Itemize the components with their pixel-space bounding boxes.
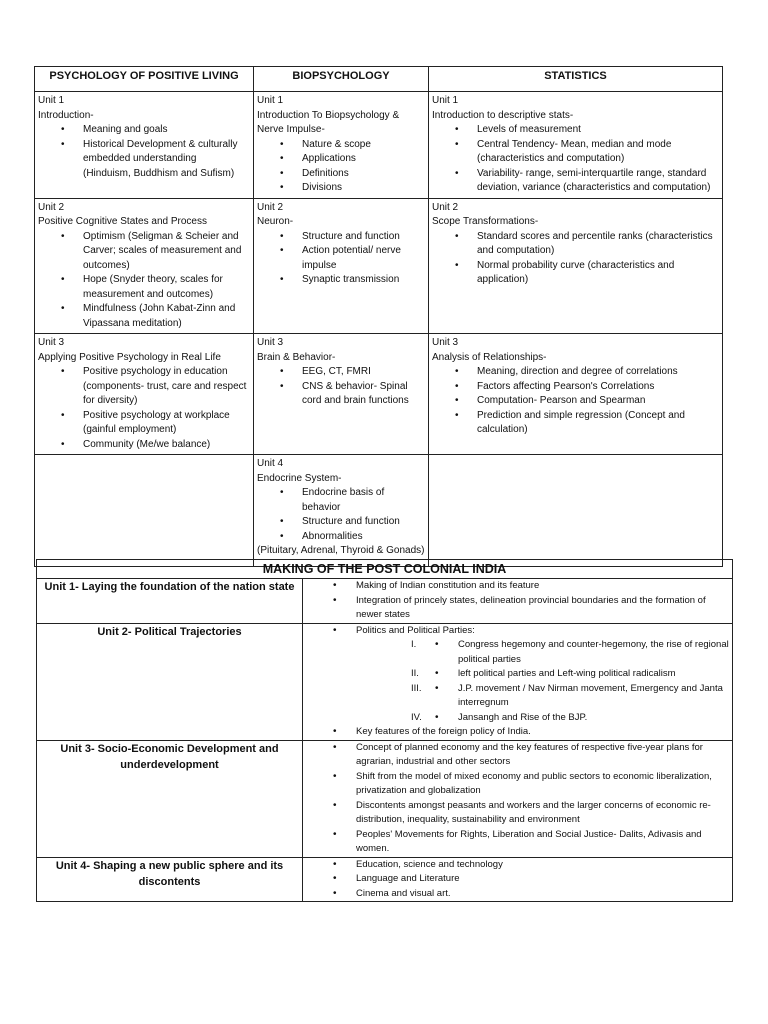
topic-item: • Definitions (302, 167, 425, 182)
unit-label: Unit 1 (257, 95, 284, 106)
topic-item: • Applications (302, 152, 425, 167)
unit-title: Applying Positive Psychology in Real Life (38, 351, 221, 363)
topic-item: • EEG, CT, FMRI (302, 365, 425, 380)
topic-item: • Cinema and visual art. (356, 887, 729, 902)
unit-title: Positive Cognitive States and Process (38, 216, 207, 227)
table-row (35, 334, 723, 455)
topic-item: • Positive psychology in education (components- trust, care and respect for diversity) (83, 365, 250, 409)
column-header: PSYCHOLOGY OF POSITIVE LIVING (35, 67, 254, 92)
topic-item: • Making of Indian constitution and its feature (356, 579, 729, 594)
topic-item: • Community (Me/we balance) (83, 438, 250, 453)
topic-item: • Structure and function (302, 515, 425, 530)
topic-item: • Abnormalities (302, 530, 425, 545)
topic-item: • Nature & scope (302, 138, 425, 153)
table-row (37, 740, 733, 857)
unit-label: Unit 2 (432, 201, 459, 213)
unit-heading: Unit 3- Socio-Economic Development and underdevelopment (60, 742, 279, 771)
sub-topic-item: • Jansangh and Rise of the BJP. IV. (458, 711, 729, 726)
unit-label: Unit 3 (38, 337, 65, 348)
unit-label: Unit 2 (38, 201, 65, 213)
unit-label: Unit 1 (38, 95, 65, 106)
topics-cell (303, 579, 733, 624)
table-row (35, 92, 723, 199)
topic-item: • Meaning, direction and degree of correlations (477, 365, 719, 380)
syllabus-cell (429, 334, 723, 455)
topic-list (306, 624, 729, 740)
unit-heading: Unit 2- Political Trajectories (97, 625, 242, 638)
unit-note: (Pituitary, Adrenal, Thyroid & Gonads) (257, 545, 425, 556)
syllabus-cell (35, 455, 254, 567)
topic-list (432, 365, 719, 438)
topic-item: • Peoples' Movements for Rights, Liberation and Social Justice- Dalits, Adivasis and women. (356, 828, 729, 857)
column-header: BIOPSYCHOLOGY (254, 67, 429, 92)
unit-heading-cell (37, 623, 303, 740)
syllabus-cell (429, 92, 723, 199)
topics-cell (303, 623, 733, 740)
syllabus-cell (254, 198, 429, 334)
topic-item: • Central Tendency- Mean, median and mode (characteristics and computation) (477, 138, 719, 167)
syllabus-cell (35, 198, 254, 334)
topic-item: • Standard scores and percentile ranks (characteristics and computation) (477, 230, 719, 259)
sub-topic-item: • Congress hegemony and counter-hegemony, the rise of regional political parties I. (458, 638, 729, 667)
topic-item: • Mindfulness (John Kabat-Zinn and Vipassana meditation) (83, 302, 250, 331)
topic-list (257, 138, 425, 196)
topic-list (257, 365, 425, 409)
unit-title: Neuron- (257, 216, 294, 227)
unit-label: Unit 2 (257, 201, 284, 213)
syllabus-cell (35, 92, 254, 199)
topic-item: • Meaning and goals (83, 123, 250, 138)
topic-list (432, 230, 719, 288)
topic-list (38, 365, 250, 452)
table-row (37, 623, 733, 740)
syllabus-cell (254, 92, 429, 199)
unit-label: Unit 4 (257, 458, 284, 469)
unit-heading-cell (37, 740, 303, 857)
topic-item: • Action potential/ nerve impulse (302, 244, 425, 273)
topic-list (257, 230, 425, 288)
topic-item: • Integration of princely states, delineation provincial boundaries and the formation of newer states (356, 594, 729, 623)
topic-item: • Normal probability curve (characteristics and application) (477, 259, 719, 288)
unit-heading-cell (37, 579, 303, 624)
table-row (37, 579, 733, 624)
topic-item (356, 624, 729, 726)
table-row (35, 198, 723, 334)
topics-cell (303, 857, 733, 902)
topic-item: • Language and Literature (356, 872, 729, 887)
table-title-row (37, 560, 733, 579)
table-row (37, 857, 733, 902)
topic-item: • Structure and function (302, 230, 425, 245)
syllabus-cell (429, 198, 723, 334)
topic-list (432, 123, 719, 196)
unit-title: Endocrine System- (257, 472, 342, 484)
topic-item: • Prediction and simple regression (Concept and calculation) (477, 409, 719, 438)
unit-title: Analysis of Relationships- (432, 351, 547, 363)
topic-list (38, 230, 250, 332)
topic-item: • Levels of measurement (477, 123, 719, 138)
unit-title: Brain & Behavior- (257, 351, 336, 363)
topic-item: • Historical Development & culturally embedded understanding (83, 138, 250, 167)
unit-label: Unit 3 (432, 337, 459, 348)
topic-item: • Factors affecting Pearson's Correlations (477, 380, 719, 395)
unit-heading-cell (37, 857, 303, 902)
unit-label: Unit 3 (257, 337, 284, 348)
topics-cell (303, 740, 733, 857)
topic-item: • Positive psychology at workplace (gainful employment) (83, 409, 250, 438)
table-header-row (35, 67, 723, 92)
syllabus-table-psychology (34, 66, 723, 567)
topic-item: • Hope (Snyder theory, scales for measurement and outcomes) (83, 273, 250, 302)
syllabus-cell (429, 455, 723, 567)
topic-item: • Divisions (302, 181, 425, 196)
column-header: STATISTICS (429, 67, 723, 92)
table-row (35, 455, 723, 567)
syllabus-cell (35, 334, 254, 455)
unit-title: Introduction- (38, 109, 94, 121)
sub-topic-item: • J.P. movement / Nav Nirman movement, Emergency and Janta interregnum III. (458, 682, 729, 711)
unit-title: Introduction to descriptive stats- (432, 109, 574, 121)
topic-item: • Education, science and technology (356, 858, 729, 873)
table-title: MAKING OF THE POST COLONIAL INDIA (37, 560, 733, 579)
topic-item: • Variability- range, semi-interquartile range, standard deviation, variance (characteristics and computation) (477, 167, 719, 196)
topic-list (257, 486, 425, 544)
topic-item: • Optimism (Seligman & Scheier and Carver; scales of measurement and outcomes) (83, 230, 250, 274)
topic-list (306, 579, 729, 623)
topic-item: • Discontents amongst peasants and workers and the larger concerns of economic re-distribution, inequality, sustainability and environment (356, 799, 729, 828)
topic-item: • Concept of planned economy and the key features of respective five-year plans for agrarian, industrial and other sectors (356, 741, 729, 770)
unit-title: Scope Transformations- (432, 216, 539, 227)
topic-item: • Synaptic transmission (302, 273, 425, 288)
topic-item: • Endocrine basis of behavior (302, 486, 425, 515)
topic-item: • Computation- Pearson and Spearman (477, 394, 719, 409)
unit-heading: Unit 4- Shaping a new public sphere and its discontents (55, 859, 284, 888)
topic-list (306, 858, 729, 902)
unit-note: (Hinduism, Buddhism and Sufism) (83, 167, 235, 179)
topic-item: • Shift from the model of mixed economy and public sectors to economic liberalization, privatization and globalization (356, 770, 729, 799)
syllabus-cell (254, 455, 429, 567)
syllabus-table-post-colonial-india (36, 559, 733, 902)
topic-item: • CNS & behavior- Spinal cord and brain functions (302, 380, 425, 409)
syllabus-cell (254, 334, 429, 455)
topic-item: • Key features of the foreign policy of India. (356, 725, 729, 740)
unit-heading: Unit 1- Laying the foundation of the nation state (44, 581, 295, 593)
topic-list (38, 123, 250, 167)
sub-topic-list (356, 638, 729, 725)
topic-list (306, 741, 729, 857)
unit-title: Introduction To Biopsychology & Nerve Impulse- (257, 109, 400, 135)
topic-intro: • Politics and Political Parties: (356, 624, 475, 636)
sub-topic-item: • left political parties and Left-wing political radicalism II. (458, 667, 729, 682)
unit-label: Unit 1 (432, 95, 459, 106)
